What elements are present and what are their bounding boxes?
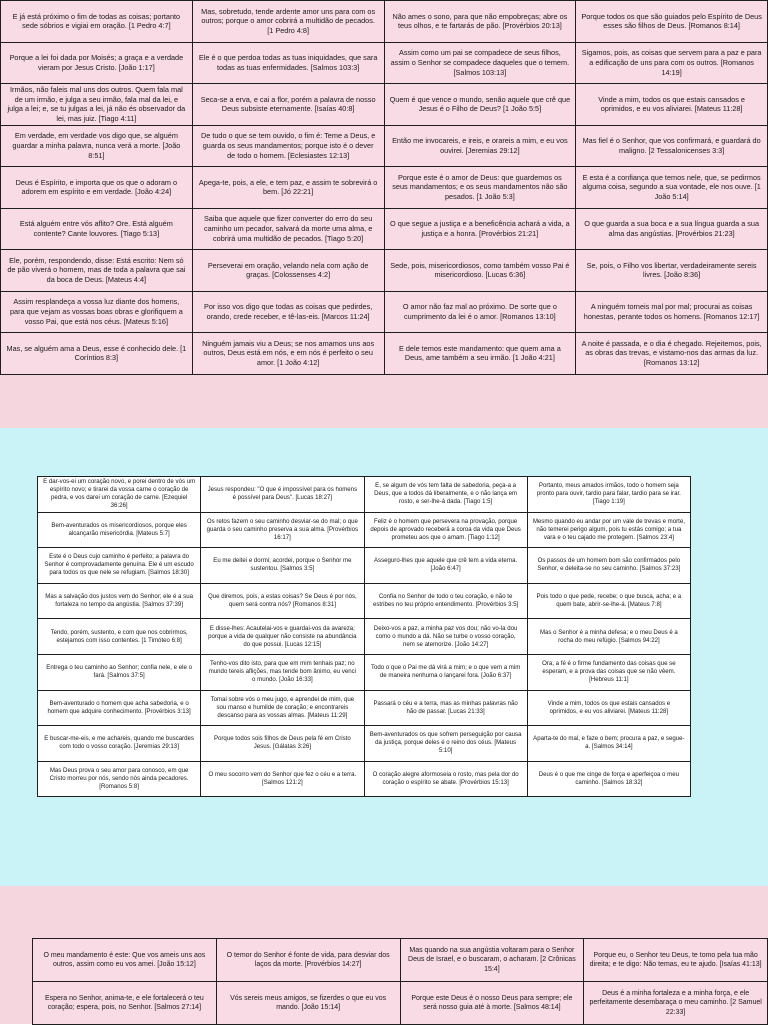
table-row [38,726,691,762]
verse-text: O coração alegre aformoseia o rosto, mas pela dor do coração o espírito se abate. [Provérbios 15:13] [372,771,519,787]
verse-text: Mas, se alguém ama a Deus, esse é conhecido dele. [1 Coríntios 8:3] [6,343,187,363]
table-row [1,1,768,43]
verse-text: Sede, pois, misericordiosos, como também vosso Pai é misericordioso. [Lucas 6:36] [390,260,570,280]
verse-text: Seca-se a erva, e cai a flor, porém a palavra de nosso Deus subsiste eternamente. [Isaías 40:8] [200,94,376,114]
verse-text: O meu mandamento é este: Que vos ameis uns aos outros, assim como eu vos amei. [João 15:12] [43,951,206,968]
verse-cell [201,690,364,726]
verse-text: A ninguém torneis mal por mal; procurai as coisas honestas, perante todos os homens. [Romanos 12:17] [583,302,760,321]
verse-text: E esta é a confiança que temos nele, que, se pedirmos alguma coisa, segundo a sua vontade, ele nos ouve. [1 João 5:14] [582,172,761,202]
verse-cell [1,333,193,375]
verse-cell [364,512,527,548]
verse-text: Os retos fazem o seu caminho desviar-se do mal; o que guarda o seu caminho preserva a sua alma. [Provérbios 16:17] [206,517,359,541]
verse-cell [576,167,768,209]
verse-cell [576,333,768,375]
verse-cell [364,619,527,655]
verse-text: Perseverai em oração, velando nela com ação de graças. [Colossenses 4:2] [207,260,369,280]
verse-text: Porque a lei foi dada por Moisés; a graça e a verdade vieram por Jesus Cristo. [João 1:17] [9,53,184,72]
verse-text: Então me invocareis, e ireis, e orareis a mim, e eu vos ouvirei. [Jeremias 29:12] [392,136,568,155]
verse-text: Assim como um pai se compadece de seus filhos, assim o Senhor se compadece daqueles que o temem. [Salmos 103:13] [390,48,570,77]
verse-cell [384,42,576,84]
table-row [38,477,691,513]
verse-text: Não ames o sono, para que não empobreças; abre os teus olhos, e te fartarás de pão. [Provérbios 20:13] [392,11,568,31]
verse-text: Bem-aventurados os misericordiosos, porque eles alcançarão misericórdia. [Mateus 5:7] [51,521,187,537]
verse-cell [364,548,527,584]
verse-text: Vós sereis meus amigos, se fizerdes o que eu vos mando. [João 15:14] [230,994,387,1011]
verse-cell [364,761,527,797]
verse-cell [1,208,193,250]
verse-cell [201,512,364,548]
verse-cell [1,1,193,43]
verse-cell [201,761,364,797]
verse-cell [364,477,527,513]
verse-cell [384,250,576,292]
verse-cell [38,654,201,690]
verse-cell [1,125,193,167]
verse-text: Mas, sobretudo, tende ardente amor uns para com os outros; porque o amor cobrirá a multidão de pecados. [1 Pedro 4:8] [201,6,376,36]
verse-cell [216,939,400,982]
verse-cell [527,583,690,619]
verse-cell [38,583,201,619]
verse-cell [33,982,217,1025]
verse-text: Portanto, meus amados irmãos, todo o homem seja pronto para ouvir, tardio para falar, tardio para se irar. [Tiago 1:19] [536,482,681,506]
verse-text: Ele, porém, respondendo, disse: Está escrito: Nem só de pão viverá o homem, mas de toda a palavra que sai da boca de Deus. [Mateus 4:4] [7,255,186,285]
verse-cell [384,291,576,333]
verse-text: Tenho-vos dito isto, para que em mim tenhais paz; no mundo tereis aflições, mas tende bom ânimo, eu venci o mundo. [João 16:33] [208,660,357,684]
verse-text: Este é o Deus cujo caminho é perfeito; a palavra do Senhor é comprovadamente genuína. Ele é um escudo para todos os que nele se refugiam. [Salmos 18:30] [44,553,194,577]
verse-table-2 [37,476,691,797]
verse-cell [216,982,400,1025]
verse-text: Mesmo quando eu andar por um vale de trevas e morte, não temerei perigo algum, pois tu estás comigo; a tua vara e o teu cajado me protegem. [Salmos 23:4] [532,517,685,541]
verse-text: Porque eu, o Senhor teu Deus, te tomo pela tua mão direita; e te digo: Não temas, eu te ajudo. [Isaías 41:13] [589,951,762,968]
table-row [1,250,768,292]
verse-text: E dar-vos-ei um coração novo, e porei dentro de vós um espírito novo; e tirarei da vossa carne o coração de pedra, e vos darei um coração de carne. [Ezequiel 36:26] [43,478,196,510]
verse-cell [584,982,768,1025]
verse-text: Que diremos, pois, a estas coisas? Se Deus é por nós, quem será contra nós? [Romanos 8:31] [208,593,357,609]
verse-cell [192,208,384,250]
verse-cell [527,512,690,548]
verse-cell [201,654,364,690]
verse-cell [364,583,527,619]
verse-text: Mas quando na sua angústia voltaram para o Senhor Deus de Israel, e o buscaram, o acharam. [2 Crônicas 15:4] [408,947,576,973]
verse-text: Bem-aventurados os que sofrem perseguição por causa da justiça, porque deles é o reino dos céus. [Mateus 5:10] [369,731,522,755]
verse-cell [192,42,384,84]
verse-cell [192,167,384,209]
verse-cell [192,84,384,126]
table-row [38,583,691,619]
verse-cell [192,1,384,43]
verse-text: Todo o que o Pai me dá virá a mim; e o que vem a mim de maneira nenhuma o lançarei fora. [João 6:37] [370,664,521,680]
table-row [1,167,768,209]
verse-cell [576,208,768,250]
table-row [38,548,691,584]
verse-cell [38,619,201,655]
verse-text: O temor do Senhor é fonte de vida, para desviar dos laços da morte. [Provérbios 14:27] [226,951,390,968]
table-row [1,84,768,126]
verse-cell [38,548,201,584]
verse-text: Sigamos, pois, as coisas que servem para a paz e para a edificação de uns para com os outros. [Romanos 14:19] [581,48,762,77]
verse-text: E dele temos este mandamento: que quem ama a Deus, ame também a seu irmão. [1 João 4:21] [398,343,561,363]
verse-cell [1,42,193,84]
verse-text: Ninguém jamais viu a Deus; se nos amamos uns aos outros, Deus está em nós, e em nós é perfeito o seu amor. [1 João 4:12] [202,338,375,368]
table-row [38,761,691,797]
verse-cell [38,512,201,548]
verse-cell [400,982,584,1025]
verse-text: Asseguro-lhes que aquele que crê tem a vida eterna. [João 6:47] [373,557,518,573]
verse-text: Ele é o que perdoa todas as tuas iniquidades, que sara todas as tuas enfermidades. [Salmos 103:3] [198,53,378,72]
verse-text: Entrega o teu caminho ao Senhor; confia nele, e ele o fará. [Salmos 37:5] [46,664,192,680]
verse-cell [201,583,364,619]
verse-text: Mas fiel é o Senhor, que vos confirmará, e guardará do maligno. [2 Tessalonicenses 3:3] [582,136,761,155]
verse-text: Bem-aventurado o homem que acha sabedoria, e o homem que adquire conhecimento. [Provérbios 3:13] [47,699,191,715]
verse-cell [192,250,384,292]
verse-cell [364,690,527,726]
verse-cell [527,548,690,584]
verse-cell [1,250,193,292]
verse-cell [400,939,584,982]
verse-cell [584,939,768,982]
verse-text: Passará o céu e a terra, mas as minhas palavras não hão de passar. [Lucas 21:33] [373,699,518,715]
verse-cell [192,125,384,167]
verse-text: A noite é passada, e o dia é chegado. Rejeitemos, pois, as obras das trevas, e vistamo-nos das armas da luz. [Romanos 13:12] [581,338,762,368]
verse-cell [192,333,384,375]
verse-text: Mas o Senhor é a minha defesa; e o meu Deus é a rocha do meu refúgio. [Salmos 94:22] [539,628,678,644]
verse-text: Confia no Senhor de todo o teu coração, e não te estribes no teu próprio entendimento. [Provérbios 3:5] [372,593,519,609]
verse-cell [384,84,576,126]
table-row [1,291,768,333]
verse-text: O que segue a justiça e a beneficência achará a vida, a justiça e a honra. [Provérbios 21:21] [390,219,570,238]
verse-table-3 [32,938,768,1025]
verse-cell [201,726,364,762]
verse-text: Vinde a mim, todos os que estais cansados e oprimidos, e eu vos aliviarei. [Mateus 11:28] [598,94,745,114]
verse-text: Feliz é o homem que persevera na provação, porque depois de aprovado receberá a coroa da vida que Deus prometeu aos que o amam. [Tiago 1:12] [370,517,521,541]
verse-text: Saiba que aquele que fizer converter do erro do seu caminho um pecador, salvará da morte uma alma, e cobrirá uma multidão de pecados. [Tiago 5:20] [203,214,373,243]
verse-text: Porque todos os que são guiados pelo Espírito de Deus esses são filhos de Deus. [Romanos 8:14] [581,11,762,31]
verse-text: Ora, a fé é o firme fundamento das coisas que se esperam, e a prova das coisas que se não vêem. [Hebreus 11:1] [542,660,676,684]
verse-cell [38,761,201,797]
verse-text: Porque todos sois filhos de Deus pela fé em Cristo Jesus. [Gálatas 3:26] [213,735,351,751]
verse-cell [1,291,193,333]
verse-cell [192,291,384,333]
verse-cell [201,619,364,655]
verse-cell [527,761,690,797]
verse-cell [527,690,690,726]
verse-cell [576,250,768,292]
verse-cell [38,477,201,513]
table-row [38,690,691,726]
verse-cell [576,1,768,43]
verse-text: E já está próximo o fim de todas as coisas; portanto sede sóbrios e vigiai em oração. [1 Pedro 4:7] [12,11,181,31]
verse-text: Irmãos, não faleis mal uns dos outros. Quem fala mal de um irmão, e julga a seu irmão, fala mal da lei, e julga a lei; e, se tu julgas a lei, já não és observador da lei, mas juiz. [Tiago 4:11] [7,85,186,123]
verse-text: Em verdade, em verdade vos digo que, se alguém guardar a minha palavra, nunca verá a morte. [João 8:51] [12,131,181,160]
verse-cell [364,726,527,762]
verse-cell [384,1,576,43]
verse-text: Tomai sobre vós o meu jugo, e aprendei de mim, que sou manso e humilde de coração; e encontrareis descanso para as vossas almas. [Mateus 11:29] [210,695,355,719]
verse-cell [201,548,364,584]
verse-cell [527,619,690,655]
verse-text: Aparta-te do mal, e faze o bem; procura a paz, e segue-a. [Salmos 34:14] [533,735,685,751]
table-row [38,654,691,690]
verse-cell [1,167,193,209]
verse-text: Está alguém entre vós aflito? Ore. Está alguém contente? Cante louvores. [Tiago 5:13] [19,219,173,238]
verse-cell [38,726,201,762]
verse-text: Quem é que vence o mundo, senão aquele que crê que Jesus é o Filho de Deus? [1 João 5:5] [389,94,571,114]
table-row [38,619,691,655]
table-row [1,208,768,250]
verse-text: Porque este Deus é o nosso Deus para sempre; ele será nosso guia até à morte. [Salmos 48:14] [411,994,573,1011]
verse-cell [33,939,217,982]
verse-text: E disse-lhes: Acautelai-vos e guardai-vos da avareza; porque a vida de qualquer não consiste na abundância do que possui. [Lucas 12:15] [208,624,357,648]
verse-cell [1,84,193,126]
verse-cell [576,125,768,167]
verse-cell [364,654,527,690]
verse-text: Deus é a minha fortaleza e a minha força, e ele perfeitamente desembaraça o meu caminho. [2 Samuel 22:33] [589,990,762,1016]
verse-text: Vinde a mim, todos os que estais cansados e oprimidos, e eu vos aliviarei. [Mateus 11:28] [547,699,671,715]
verse-text: O meu socorro vem do Senhor que fez o céu e a terra. [Salmos 121:2] [208,771,357,787]
verse-text: Eu me deitei e dormi; acordei, porque o Senhor me sustentou. [Salmos 3:5] [213,557,352,573]
table-row [38,512,691,548]
verse-cell [576,84,768,126]
verse-text: Os passos de um homem bom são confirmados pelo Senhor, e deleita-se no seu caminho. [Salmos 37:23] [537,557,681,573]
verse-text: Deus é Espírito, e importa que os que o adoram o adorem em espírito e em verdade. [João 4:24] [15,177,178,197]
verse-cell [576,291,768,333]
verse-text: Se, pois, o Filho vos libertar, verdadeiramente sereis livres. [João 8:36] [586,260,757,280]
table-row [1,125,768,167]
verse-text: Tendo, porém, sustento, e com que nos cobrirmos, estejamos com isso contentes. [1 Timóteo 6:8] [50,628,188,644]
verse-text: De tudo o que se tem ouvido, o fim é: Teme a Deus, e guarda os seus mandamentos; porque isto é o dever de todo o homem. [Eclesiastes 12:13] [200,131,376,160]
verse-text: Assim resplandeça a vossa luz diante dos homens, para que vejam as vossas boas obras e glorifiquem a vosso Pai, que está nos céus. [Mateus 5:16] [9,297,183,326]
verse-cell [201,477,364,513]
verse-text: Jesus respondeu: "O que é impossível para os homens é possível para Deus". [Lucas 18:27] [207,486,358,502]
verse-text: E buscar-me-eis, e me achareis, quando me buscardes com todo o vosso coração. [Jeremias 29:13] [44,735,194,751]
table-row [33,939,768,982]
verse-text: O amor não faz mal ao próximo. De sorte que o cumprimento da lei é o amor. [Romanos 13:10] [402,302,557,321]
verse-cell [527,726,690,762]
verse-text: Pois todo o que pede, recebe; o que busca, acha; e a quem bate, abrir-se-lhe-á. [Mateus 7:8] [536,593,682,609]
table-row [33,982,768,1025]
verse-text: Deixo-vos a paz, a minha paz vos dou; não vo-la dou como o mundo a dá. Não se turbe o vosso coração, nem se atemorize. [João 14:27] [373,624,518,648]
table-row [1,333,768,375]
verse-cell [384,125,576,167]
verse-cell [384,167,576,209]
table-row [1,42,768,84]
verse-text: Mas a salvação dos justos vem do Senhor; ele é a sua fortaleza no tempo da angústia. [Salmos 37:39] [45,593,193,609]
verse-text: Mas Deus prova o seu amor para conosco, em que Cristo morreu por nós, sendo nós ainda pecadores. [Romanos 5:8] [49,767,189,791]
verse-text: E, se algum de vós tem falta de sabedoria, peça-a a Deus, que a todos dá liberalmente, e o não lança em rosto, e ser-lhe-á dada. [Tiago 1:5] [374,482,518,506]
verse-cell [527,477,690,513]
verse-text: Apega-te, pois, a ele, e tem paz, e assim te sobrevirá o bem. [Jó 22:21] [198,177,378,197]
verse-text: Espera no Senhor, anima-te, e ele fortalecerá o teu coração; espera, pois, no Senhor. [Salmos 27:14] [44,994,204,1011]
verse-table-1 [0,0,768,375]
verse-text: Por isso vos digo que todas as coisas que pedirdes, orando, crede receber, e tê-las-eis. [Marcos 11:24] [203,302,373,321]
verse-text: O que guarda a sua boca e a sua língua guarda a sua alma das angústias. [Provérbios 21:23] [584,219,760,238]
verse-cell [38,690,201,726]
verse-cell [384,208,576,250]
verse-cell [527,654,690,690]
verse-cell [576,42,768,84]
verse-text: Deus é o que me cinge de força e aperfeiçoa o meu caminho. [Salmos 18:32] [538,771,679,787]
verse-cell [384,333,576,375]
verse-text: Porque este é o amor de Deus: que guardemos os seus mandamentos; e os seus mandamentos não são pesados. [1 João 5:3] [392,172,568,202]
